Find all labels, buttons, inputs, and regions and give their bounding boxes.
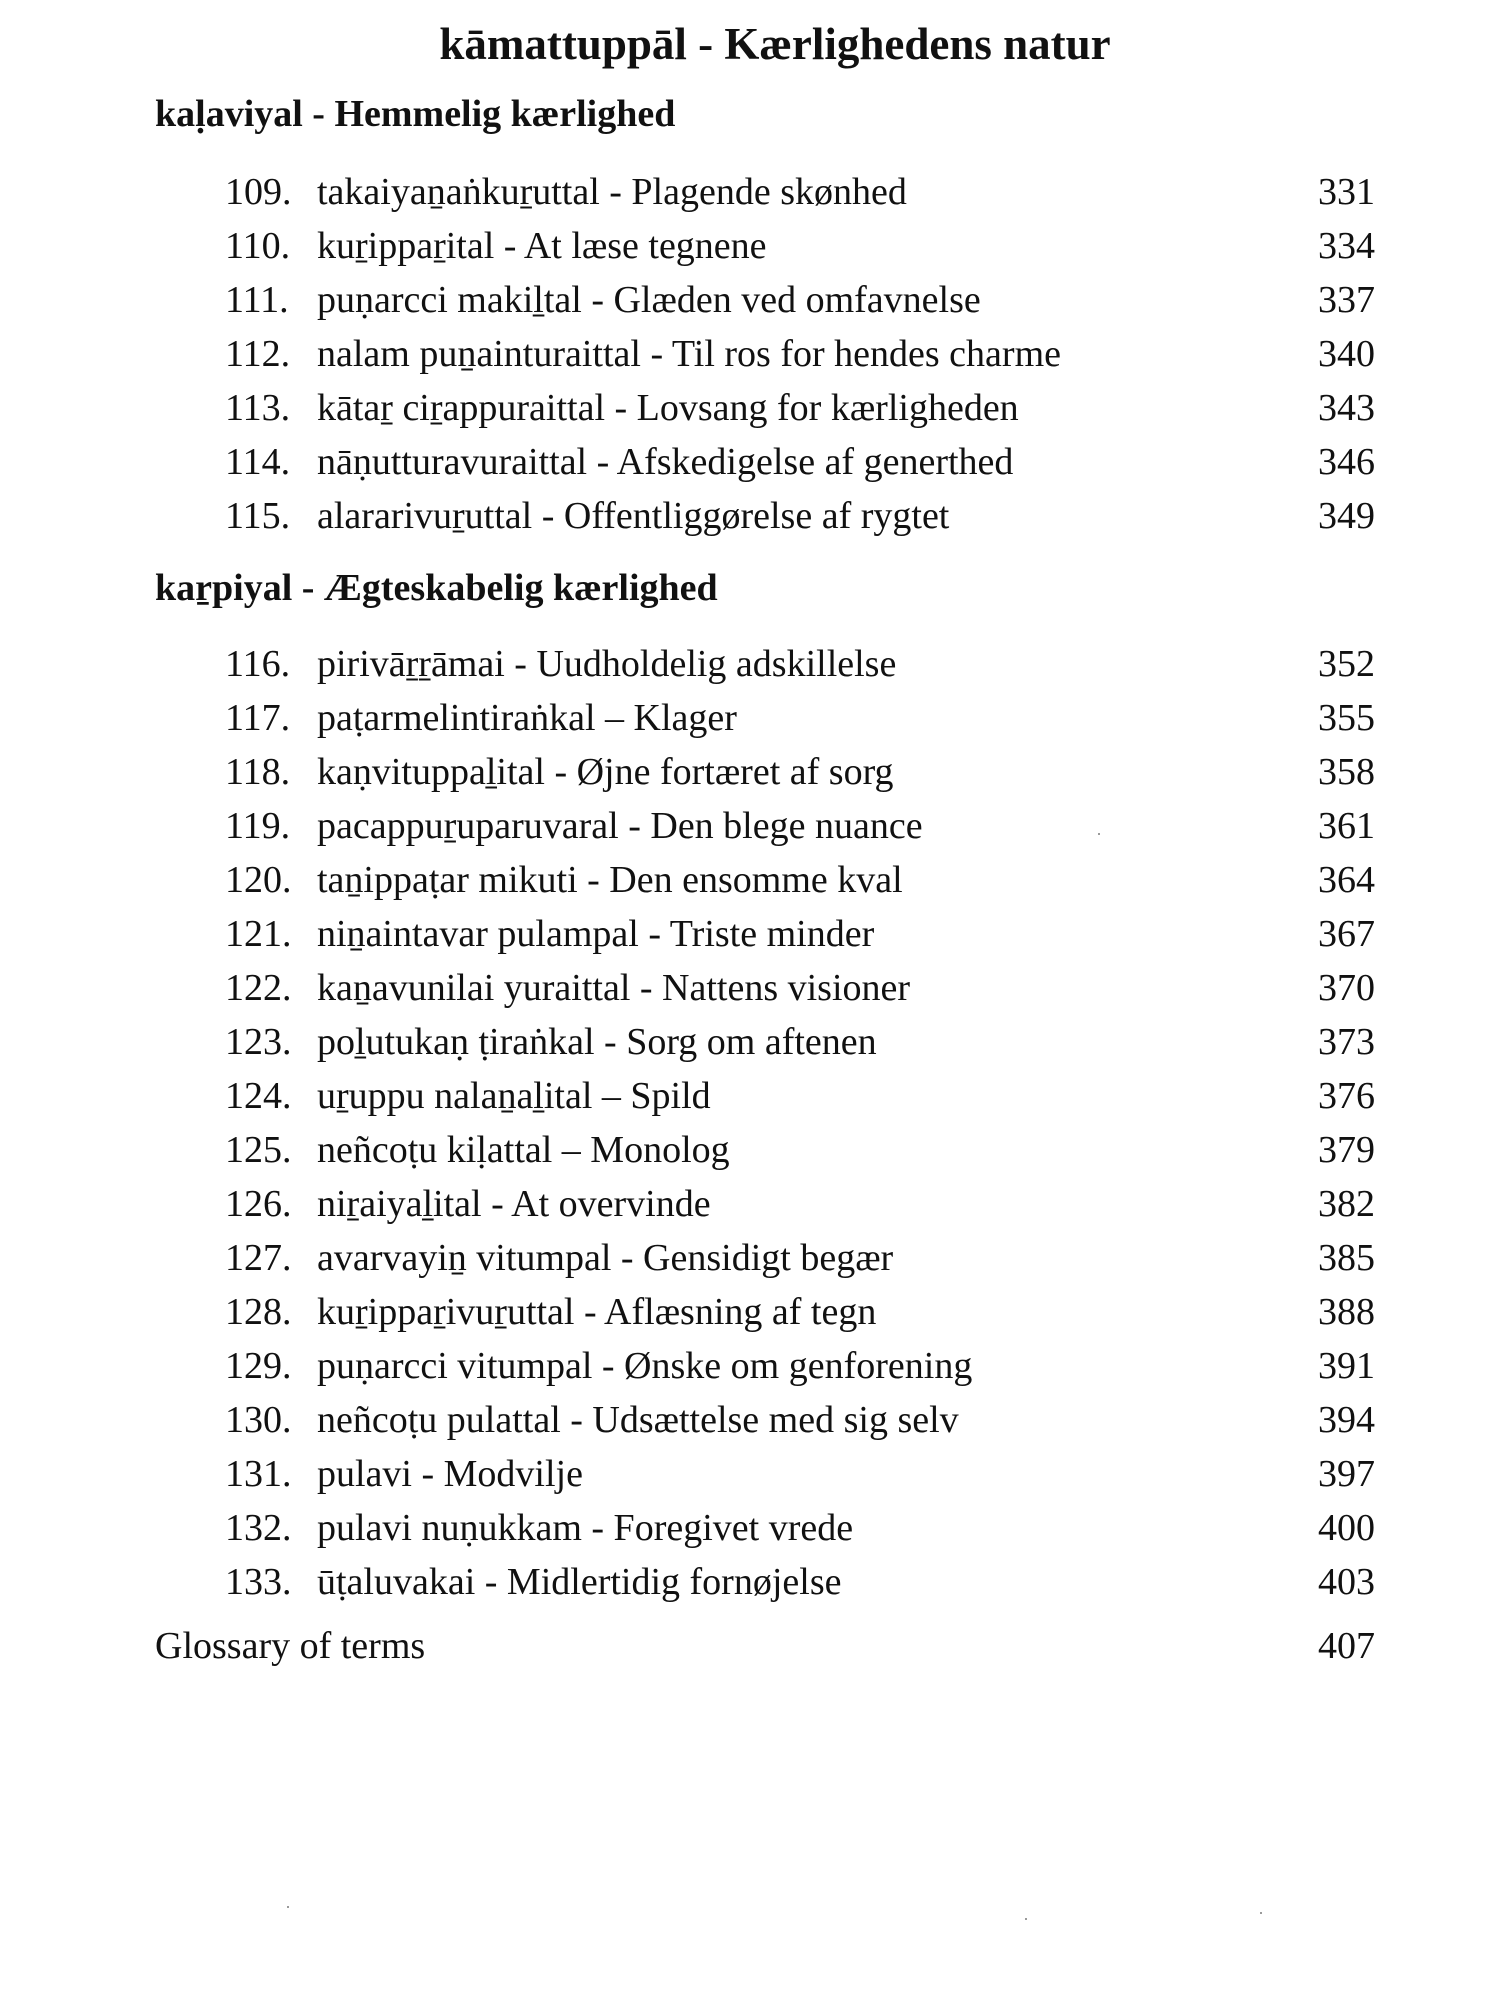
- entry-page-number: 391: [1318, 1345, 1375, 1387]
- entry-title: nāṇutturavuraittal - Afskedigelse af generthed: [317, 441, 1014, 483]
- entry-number: 130.: [225, 1399, 292, 1441]
- entry-title: uṟuppu nalaṉaḻital – Spild: [317, 1075, 711, 1117]
- entry-title: pacappuṟuparuvaral - Den blege nuance: [317, 805, 923, 847]
- toc-entry: [225, 436, 1375, 488]
- entry-number: 122.: [225, 967, 292, 1009]
- page-title: kāmattuppāl - Kærlighedens natur: [439, 19, 1111, 69]
- entry-page-number: 388: [1318, 1291, 1375, 1333]
- entry-page-number: 358: [1318, 751, 1375, 793]
- entry-page-number: 334: [1318, 225, 1375, 267]
- scan-speck: [287, 1906, 289, 1908]
- toc-entry: [225, 1232, 1375, 1284]
- entry-page-number: 379: [1318, 1129, 1375, 1171]
- entry-title: kātaṟ ciṟappuraittal - Lovsang for kærligheden: [317, 387, 1019, 429]
- entry-title: kaṇvituppaḻital - Øjne fortæret af sorg: [317, 751, 894, 793]
- toc-entry: [225, 1556, 1375, 1608]
- entry-title: paṭarmelintiraṅkal – Klager: [317, 697, 737, 739]
- scan-speck: [1260, 1912, 1262, 1914]
- section-heading-karpiyal: kaṟpiyal - Ægteskabelig kærlighed: [155, 567, 718, 609]
- entry-title: nalam puṉainturaittal - Til ros for hendes charme: [317, 333, 1061, 375]
- entry-title: takaiyaṉaṅkuṟuttal - Plagende skønhed: [317, 171, 907, 213]
- entry-title: niṉaintavar pulampal - Triste minder: [317, 913, 875, 955]
- entry-number: 114.: [225, 441, 291, 483]
- toc-entry: [225, 490, 1375, 542]
- entry-number: 112.: [225, 333, 291, 375]
- entry-page-number: 340: [1318, 333, 1375, 375]
- toc-entry: [225, 962, 1375, 1014]
- entry-title: poḻutukaṇ ṭiraṅkal - Sorg om aftenen: [317, 1021, 877, 1063]
- entry-number: 125.: [225, 1129, 292, 1171]
- toc-entry: [225, 220, 1375, 272]
- entry-page-number: 397: [1318, 1453, 1375, 1495]
- entry-number: 116.: [225, 643, 291, 685]
- toc-entry: [225, 746, 1375, 798]
- glossary-page-number: 407: [1318, 1625, 1375, 1667]
- entry-title: neñcoṭu kiḷattal – Monolog: [317, 1129, 730, 1171]
- entry-number: 129.: [225, 1345, 292, 1387]
- scan-speck: [1025, 1918, 1027, 1920]
- entry-page-number: 382: [1318, 1183, 1375, 1225]
- entry-number: 110.: [225, 225, 291, 267]
- toc-entry: [225, 908, 1375, 960]
- toc-entry: [225, 1178, 1375, 1230]
- entry-page-number: 376: [1318, 1075, 1375, 1117]
- toc-entry: [225, 382, 1375, 434]
- entry-title: ūṭaluvakai - Midlertidig fornøjelse: [317, 1561, 842, 1603]
- entry-number: 131.: [225, 1453, 292, 1495]
- entry-title: kaṉavunilai yuraittal - Nattens visioner: [317, 967, 911, 1009]
- entry-number: 121.: [225, 913, 292, 955]
- entry-page-number: 373: [1318, 1021, 1375, 1063]
- entry-title: kuṟippaṟivuṟuttal - Aflæsning af tegn: [317, 1291, 877, 1333]
- entry-title: taṉippaṭar mikuti - Den ensomme kval: [317, 859, 903, 901]
- glossary-entry: [155, 1620, 1375, 1672]
- entry-number: 118.: [225, 751, 291, 793]
- toc-entry: [225, 1502, 1375, 1554]
- toc-entry: [225, 854, 1375, 906]
- entry-page-number: 370: [1318, 967, 1375, 1009]
- entry-number: 111.: [225, 279, 289, 321]
- entry-number: 124.: [225, 1075, 292, 1117]
- entry-title: kuṟippaṟital - At læse tegnene: [317, 225, 767, 267]
- toc-entry: [225, 166, 1375, 218]
- entry-page-number: 364: [1318, 859, 1375, 901]
- entry-page-number: 394: [1318, 1399, 1375, 1441]
- entry-page-number: 343: [1318, 387, 1375, 429]
- toc-entry: [225, 1394, 1375, 1446]
- entry-title: neñcoṭu pulattal - Udsættelse med sig selv: [317, 1399, 959, 1441]
- scan-speck: [1098, 833, 1100, 835]
- entry-title: niṟaiyaḻital - At overvinde: [317, 1183, 711, 1225]
- section-heading-kalaviyal: kaḷaviyal - Hemmelig kærlighed: [155, 93, 676, 135]
- toc-entry: [225, 1124, 1375, 1176]
- entry-page-number: 349: [1318, 495, 1375, 537]
- toc-entry: [225, 1016, 1375, 1068]
- entry-number: 132.: [225, 1507, 292, 1549]
- glossary-label: Glossary of terms: [155, 1625, 426, 1667]
- entry-number: 127.: [225, 1237, 292, 1279]
- toc-entry: [225, 1448, 1375, 1500]
- entry-title: pulavi nuṇukkam - Foregivet vrede: [317, 1507, 854, 1549]
- entry-title: puṇarcci makiḻtal - Glæden ved omfavnelse: [317, 279, 981, 321]
- entry-page-number: 385: [1318, 1237, 1375, 1279]
- entry-number: 126.: [225, 1183, 292, 1225]
- entry-page-number: 352: [1318, 643, 1375, 685]
- entry-number: 128.: [225, 1291, 292, 1333]
- toc-entry: [225, 800, 1375, 852]
- toc-entry: [225, 1340, 1375, 1392]
- entry-title: puṇarcci vitumpal - Ønske om genforening: [317, 1345, 973, 1387]
- entry-page-number: 403: [1318, 1561, 1375, 1603]
- toc-entry: [225, 1286, 1375, 1338]
- entry-number: 109.: [225, 171, 292, 213]
- entry-page-number: 346: [1318, 441, 1375, 483]
- entry-number: 123.: [225, 1021, 292, 1063]
- entry-page-number: 367: [1318, 913, 1375, 955]
- entry-page-number: 337: [1318, 279, 1375, 321]
- entry-title: avarvayiṉ vitumpal - Gensidigt begær: [317, 1237, 894, 1279]
- toc-entry: [225, 328, 1375, 380]
- entry-page-number: 400: [1318, 1507, 1375, 1549]
- entry-page-number: 355: [1318, 697, 1375, 739]
- entry-number: 119.: [225, 805, 291, 847]
- toc-entry: [225, 692, 1375, 744]
- entry-number: 117.: [225, 697, 291, 739]
- toc-entry: [225, 638, 1375, 690]
- entry-page-number: 331: [1318, 171, 1375, 213]
- entry-title: pirivāṟṟāmai - Uudholdelig adskillelse: [317, 643, 897, 685]
- entry-number: 113.: [225, 387, 291, 429]
- toc-entry: [225, 274, 1375, 326]
- entry-number: 115.: [225, 495, 291, 537]
- entry-title: alararivuṟuttal - Offentliggørelse af rygtet: [317, 495, 950, 537]
- entry-title: pulavi - Modvilje: [317, 1453, 583, 1495]
- entry-number: 133.: [225, 1561, 292, 1603]
- entry-page-number: 361: [1318, 805, 1375, 847]
- entry-number: 120.: [225, 859, 292, 901]
- toc-entry: [225, 1070, 1375, 1122]
